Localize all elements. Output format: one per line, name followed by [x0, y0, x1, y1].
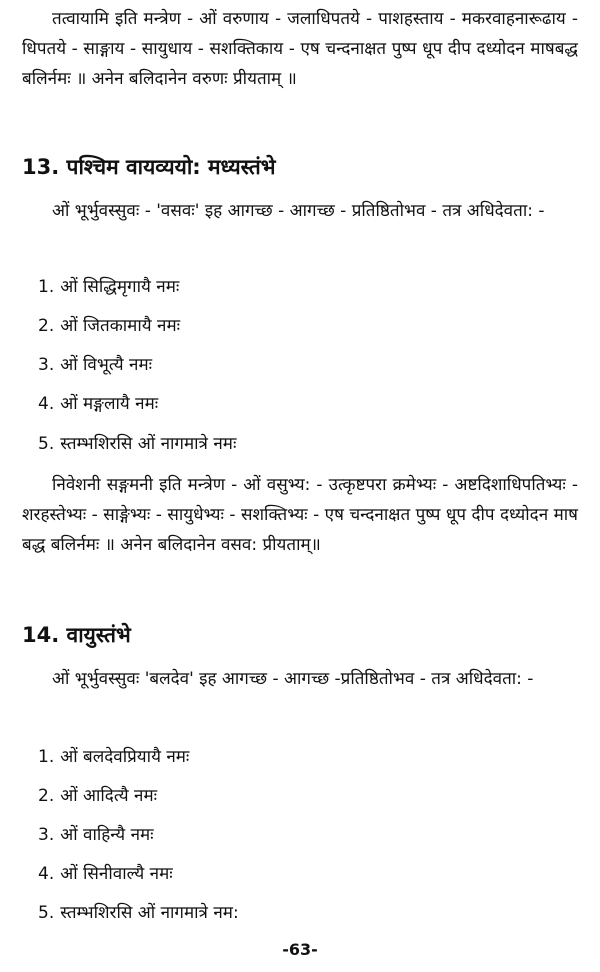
- varuna-offering-paragraph: तत्वायामि इति मन्त्रेण - ओं वरुणाय - जलाधिपतये - पाशहस्ताय - मकरवाहनारूढाय - धिपतये - साङ्गाय - सायुधाय - सशक्तिकाय - एष चन्दनाक्षत पुष्प धूप दीप दध्योदन माषबद्ध बलिर्नमः ॥ अनेन बलिदानेन वरुणः प्रीयताम् ॥: [22, 9, 578, 89]
- section-14-intro: ओं भूर्भुवस्सुवः 'बलदेव' इह आगच्छ - आगच्छ -प्रतिष्ठितोभव - तत्र अधिदेवता: -: [52, 669, 534, 689]
- section-14-heading: 14. वायुस्तंभे: [22, 623, 131, 647]
- section-13-item-3: 3. ओं विभूत्यै नमः: [38, 355, 153, 375]
- page-number: -63-: [282, 940, 318, 959]
- section-13-item-5: 5. स्तम्भशिरसि ओं नागमात्रे नमः: [38, 434, 237, 454]
- section-14-item-4: 4. ओं सिनीवाल्यै नमः: [38, 864, 173, 884]
- section-14-item-1: 1. ओं बलदेवप्रियायै नमः: [38, 747, 190, 767]
- section-14-item-3: 3. ओं वाहिन्यै नमः: [38, 825, 154, 845]
- section-14-item-5: 5. स्तम्भशिरसि ओं नागमात्रे नम:: [38, 903, 239, 923]
- section-13-item-1: 1. ओं सिद्धिमृगायै नमः: [38, 277, 180, 297]
- vasava-offering-paragraph: निवेशनी सङ्गमनी इति मन्त्रेण - ओं वसुभ्य: - उत्कृष्टपरा क्रमेभ्यः - अष्टदिशाधिपतिभ्यः - शरहस्तेभ्यः - साङ्गेभ्यः - सायुधेभ्यः - सशक्तिभ्यः - एष चन्दनाक्षत पुष्प धूप दीप दध्योदन माष बद्ध बलिर्नमः ॥ अनेन बलिदानेन वसव: प्रीयताम्॥: [22, 475, 578, 555]
- section-13-heading: 13. पश्चिम वायव्ययो: मध्यस्तंभे: [22, 155, 276, 179]
- section-14-item-2: 2. ओं आदित्यै नमः: [38, 786, 158, 806]
- section-13-item-4: 4. ओं मङ्गलायै नमः: [38, 394, 159, 414]
- section-13-intro: ओं भूर्भुवस्सुवः - 'वसवः' इह आगच्छ - आगच्छ - प्रतिष्ठितोभव - तत्र अधिदेवता: -: [52, 201, 545, 221]
- section-13-item-2: 2. ओं जितकामायै नमः: [38, 316, 181, 336]
